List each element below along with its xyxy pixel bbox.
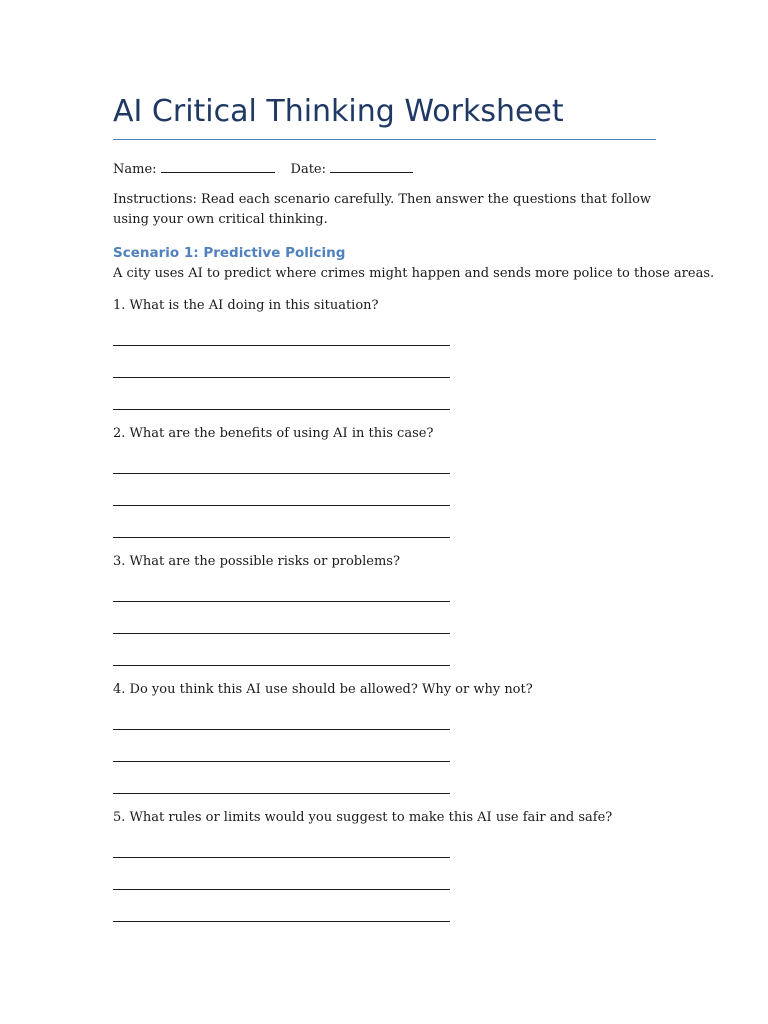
question-5: 5. What rules or limits would you suggest to make this AI use fair and safe?: [113, 810, 613, 825]
answer-line[interactable]: [113, 761, 450, 762]
scenario-heading: Scenario 1: Predictive Policing: [113, 245, 346, 261]
date-blank[interactable]: [330, 159, 413, 173]
answer-line[interactable]: [113, 793, 450, 794]
question-1: 1. What is the AI doing in this situation?: [113, 298, 379, 313]
answer-line[interactable]: [113, 889, 450, 890]
answer-line[interactable]: [113, 857, 450, 858]
answer-line[interactable]: [113, 665, 450, 666]
answer-line[interactable]: [113, 601, 450, 602]
question-4: 4. Do you think this AI use should be allowed? Why or why not?: [113, 682, 533, 697]
answer-line[interactable]: [113, 473, 450, 474]
answer-line[interactable]: [113, 633, 450, 634]
question-3: 3. What are the possible risks or problems?: [113, 554, 400, 569]
instructions-text: Instructions: Read each scenario carefully. Then answer the questions that follow using your own critical thinking.: [113, 192, 652, 227]
name-blank[interactable]: [161, 159, 275, 173]
student-info-row: [113, 159, 413, 177]
question-2: 2. What are the benefits of using AI in this case?: [113, 426, 434, 441]
title-underline: [113, 139, 656, 140]
name-label: Name:: [113, 162, 157, 177]
answer-line[interactable]: [113, 505, 450, 506]
answer-line[interactable]: [113, 921, 450, 922]
answer-line[interactable]: [113, 345, 450, 346]
answer-line[interactable]: [113, 729, 450, 730]
answer-line[interactable]: [113, 377, 450, 378]
date-label: Date:: [290, 162, 327, 177]
answer-line[interactable]: [113, 537, 450, 538]
scenario-description: A city uses AI to predict where crimes might happen and sends more police to those areas.: [113, 266, 715, 281]
answer-line[interactable]: [113, 409, 450, 410]
page-title: AI Critical Thinking Worksheet: [113, 94, 564, 129]
